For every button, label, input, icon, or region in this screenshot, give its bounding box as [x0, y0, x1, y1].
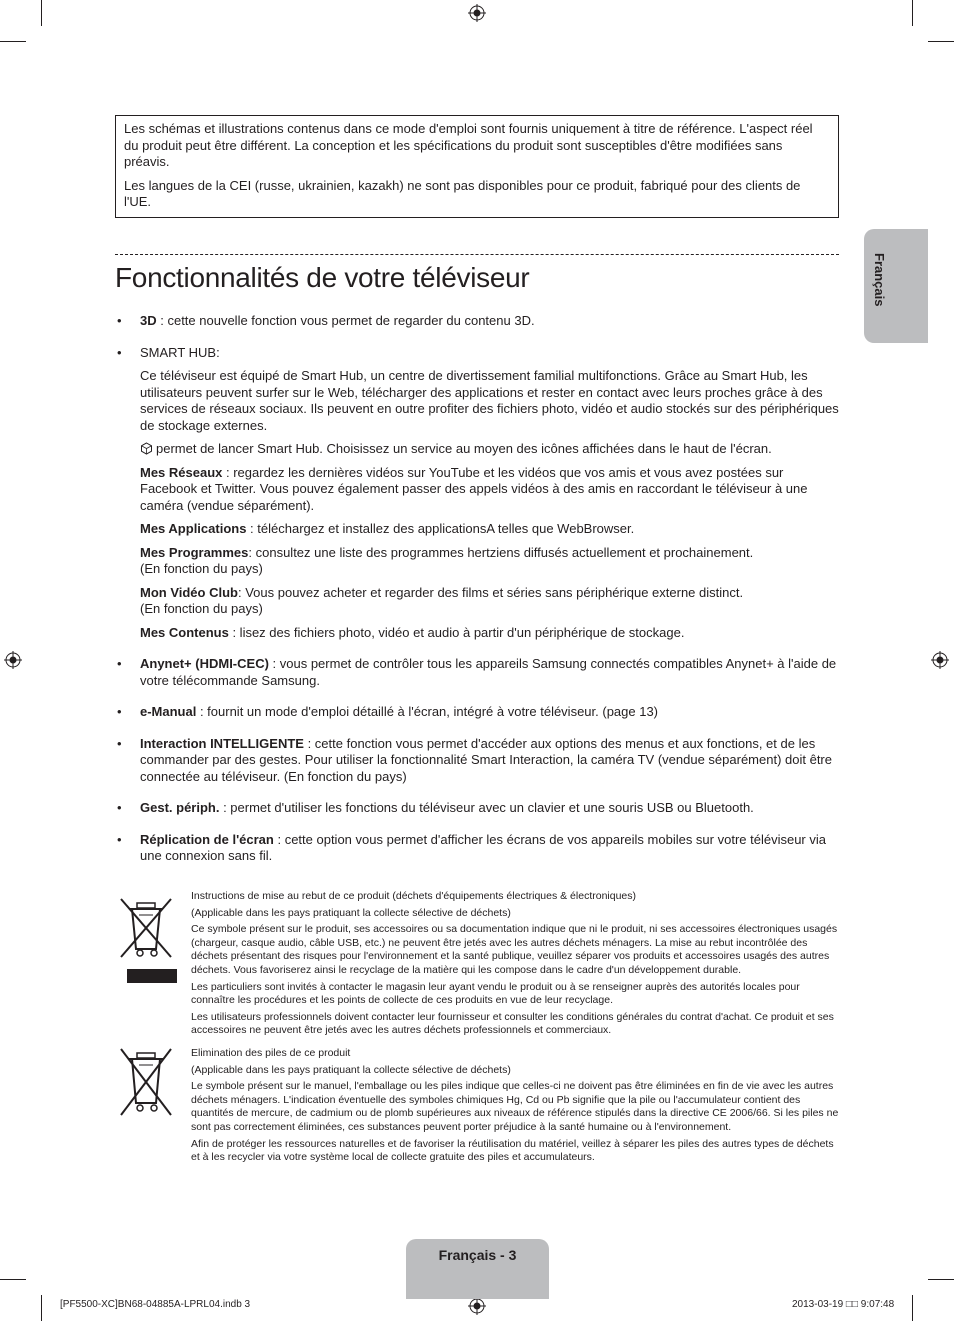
- crop-mark: [41, 0, 42, 26]
- print-file-slug: [PF5500-XC]BN68-04885A-LPRL04.indb 3: [60, 1299, 251, 1310]
- crossed-out-battery-bin-icon: [115, 1047, 177, 1119]
- feature-description: : lisez des fichiers photo, vidéo et audio à partir d'un périphérique de stockage.: [228, 624, 685, 640]
- feature-description: : téléchargez et installez des applicationsA telles que WebBrowser.: [246, 521, 635, 536]
- feature-term: Mes Contenus: [140, 624, 229, 640]
- feature-term: Interaction INTELLIGENTE: [140, 735, 304, 751]
- feature-description: : cette option vous permet d'afficher les écrans de vos appareils mobiles sur votre téléviseur via une connexion sans fil.: [140, 831, 826, 863]
- list-item: • SMART HUB: Ce téléviseur est équipé de Smart Hub, un centre de divertissement familial multifonctions. Grâce au Smart Hub, les utilisateurs peuvent surfer sur le Web, télécharger des applications et rester en contact avec leurs proches grâce à des services de réseaux sociaux. Ils peuvent en outre profiter des fichiers photo, vidéo et audio stockés sur des périphériques de stockage externes. permet de lancer Smart Hub. Choisissez un service au moyen des icônes affichées dans le haut de l'écran. Mes Réseaux : regardez les dernières vidéos sur YouTube et les vidéos que vos amis et vous avez postées sur Facebook et Twitter. Vous pouvez également passer des appels vidéos à des amis en raccordant le téléviseur à une caméra (vendue séparément). Mes Applications : téléchargez et installez des applicationsA telles que WebBrowser. Mes Programmes: consultez une liste des programmes hertziens diffusés actuellement et prochainement. (En fonction du pays) Mon Vidéo Club: Vous pouvez acheter et regarder des films et séries sans périphérique externe distinct. (En fonction du pays) Mes Contenus : lisez des fichiers photo, vidéo et audio à partir d'un périphérique de stockage.: [117, 344, 839, 640]
- country-note: (En fonction du pays): [140, 601, 263, 616]
- section-divider: [115, 254, 839, 255]
- list-item: • Anynet+ (HDMI-CEC) : vous permet de contrôler tous les appareils Samsung connectés compatibles Anynet+ à l'aide de votre télécommande Samsung.: [117, 656, 837, 688]
- feature-term: Réplication de l'écran: [140, 831, 274, 847]
- list-item: • 3D : cette nouvelle fonction vous permet de regarder du contenu 3D.: [117, 313, 535, 328]
- feature-description: : cette fonction vous permet d'accéder aux options des menus et aux fonctions, et de les commander par des gestes. Pour utiliser la fonctionnalité Smart Interaction, la caméra TV (vendue séparément) doit être connectée au téléviseur. (En fonction du pays): [140, 735, 832, 784]
- disposal-subtitle: (Applicable dans les pays pratiquant la collecte sélective de déchets): [191, 906, 511, 919]
- feature-term: Mes Réseaux: [140, 464, 223, 480]
- feature-term: Gest. périph.: [140, 800, 220, 815]
- list-item: • Réplication de l'écran : cette option vous permet d'afficher les écrans de vos appareils mobiles sur votre téléviseur via une connexion sans fil.: [117, 831, 826, 863]
- smarthub-launch-text: permet de lancer Smart Hub. Choisissez un service au moyen des icônes affichées dans le haut de l'écran.: [156, 441, 772, 456]
- features-list: [115, 313, 839, 880]
- crop-mark: [0, 41, 26, 42]
- feature-description: : Vous pouvez acheter et regarder des films et séries sans périphérique externe distinct.: [237, 584, 744, 600]
- smart-hub-button-icon: [140, 442, 153, 455]
- crossed-out-wheelie-bin-icon: [115, 895, 177, 990]
- section-title: Fonctionnalités de votre téléviseur: [115, 262, 530, 293]
- crop-mark: [928, 1279, 954, 1280]
- feature-term: Mes Programmes: [140, 544, 249, 560]
- registration-mark-icon: [468, 1297, 486, 1315]
- disposal-title: Instructions de mise au rebut de ce produit (déchets d'équipements électriques & électroniques): [191, 890, 637, 902]
- disposal-paragraph: Le symbole présent sur le manuel, l'emballage ou les piles indique que celles-ci ne doivent pas être éliminées en fin de vie avec les autres déchets ménagers. L'indication éventuelle des symboles chimiques Hg, Cd ou Pb signifie que la pile ou l'accumulateur contient des quantités de mercure, de cadmium ou de plomb supérieures aux niveaux de référence stipulés dans la directive CE 2006/66. Si les piles ne sont pas correctement éliminées, ces substances peuvent porter préjudice à la santé humaine ou à l'environnement.: [191, 1080, 839, 1133]
- disposal-subtitle: (Applicable dans les pays pratiquant la collecte sélective de déchets): [191, 1063, 511, 1076]
- feature-term: Anynet+ (HDMI-CEC): [140, 656, 269, 671]
- registration-mark-icon: [931, 651, 949, 669]
- language-tab-label: Français: [872, 253, 887, 307]
- list-item: • Gest. périph. : permet d'utiliser les fonctions du téléviseur avec un clavier et une souris USB ou Bluetooth.: [117, 800, 754, 815]
- registration-mark-icon: [468, 4, 486, 22]
- crop-mark: [41, 1295, 42, 1321]
- print-timestamp: 2013-03-19 □□ 9:07:48: [792, 1299, 895, 1310]
- list-item: • e-Manual : fournit un mode d'emploi détaillé à l'écran, intégré à votre téléviseur. (page 13): [117, 704, 659, 719]
- page-number-tab: [406, 1239, 549, 1299]
- crop-mark: [912, 0, 913, 26]
- disposal-paragraph: Les particuliers sont invités à contacter le magasin leur ayant vendu le produit ou à se renseigner auprès des autorités locales pour connaître les procédures et les points de collecte de ces produits en vue de leur recyclage.: [191, 980, 800, 1007]
- notice-paragraph: Les langues de la CEI (russe, ukrainien, kazakh) ne sont pas disponibles pour ce produit, fabriqué pour des clients de l'UE.: [124, 177, 801, 209]
- registration-mark-icon: [4, 651, 22, 669]
- disposal-paragraph: Afin de protéger les ressources naturelles et de favoriser la réutilisation du matériel, veillez à séparer les piles des autres types de déchets et à les recycler via votre système local de collecte gratuite des piles et accumulateurs.: [191, 1137, 834, 1164]
- smarthub-intro: Ce téléviseur est équipé de Smart Hub, un centre de divertissement familial multifonctions. Grâce au Smart Hub, les utilisateurs peuvent surfer sur le Web, télécharger des applications et rester en contact avec leurs proches grâce à des services de réseaux sociaux. Ils peuvent en outre profiter des fichiers photo, vidéo et audio stockés sur des périphériques de stockage externes.: [140, 368, 839, 433]
- feature-description: : consultez une liste des programmes hertziens diffusés actuellement et prochainement.: [248, 544, 754, 560]
- feature-description: : vous permet de contrôler tous les appareils Samsung connectés compatibles Anynet+ à l'aide de votre télécommande Samsung.: [140, 656, 837, 688]
- feature-description: :: [216, 344, 220, 360]
- crop-mark: [928, 41, 954, 42]
- feature-term: 3D: [140, 313, 157, 328]
- disposal-paragraph: Ce symbole présent sur le produit, ses accessoires ou sa documentation indique que ni le produit, ni ses accessoires électroniques usagés (chargeur, casque audio, câble USB, etc.) ne peuvent être jetés avec les autres déchets ménagers. La mise au rebut incontrôlée des déchets présentant des risques pour l'environnement et la santé publique, veuillez séparer vos produits et accessoires usagés des autres déchets. Vous favoriserez ainsi le recyclage de la matière qui les compose dans le cadre d'un développement durable.: [191, 923, 838, 976]
- feature-term: SMART HUB: [140, 344, 217, 360]
- feature-term: Mes Applications: [140, 521, 247, 536]
- crop-mark: [0, 1279, 26, 1280]
- page-number-label: Français - 3: [438, 1247, 517, 1263]
- disposal-title: Elimination des piles de ce produit: [191, 1047, 351, 1059]
- notice-box: [115, 115, 839, 218]
- feature-description: : cette nouvelle fonction vous permet de regarder du contenu 3D.: [156, 313, 535, 328]
- feature-term: e-Manual: [140, 704, 197, 719]
- notice-paragraph: Les schémas et illustrations contenus dans ce mode d'emploi sont fournis uniquement à titre de référence. L'aspect réel du produit peut être différent. La conception et les spécifications du produit sont susceptibles d'être modifiées sans préavis.: [124, 121, 813, 169]
- list-item: • Interaction INTELLIGENTE : cette fonction vous permet d'accéder aux options des menus et aux fonctions, et de les commander par des gestes. Pour utiliser la fonctionnalité Smart Interaction, la caméra TV (vendue séparément) doit être connectée au téléviseur. (En fonction du pays): [117, 735, 832, 784]
- crop-mark: [912, 1295, 913, 1321]
- disposal-paragraph: Les utilisateurs professionnels doivent contacter leur fournisseur et consulter les conditions générales du contrat d'achat. Ce produit et ses accessoires ne peuvent être jetés avec les autres déchets professionnels et commerciaux.: [191, 1010, 834, 1037]
- feature-description: : fournit un mode d'emploi détaillé à l'écran, intégré à votre téléviseur. (page 13): [196, 704, 659, 719]
- feature-term: Mon Vidéo Club: [140, 584, 238, 600]
- country-note: (En fonction du pays): [140, 561, 263, 576]
- language-side-tab: [864, 229, 928, 343]
- feature-description: : regardez les dernières vidéos sur YouTube et les vidéos que vos amis et vous avez postées sur Facebook et Twitter. Vous pouvez également passer des appels vidéos à des amis en raccordant le téléviseur à une caméra (vendue séparément).: [140, 464, 808, 513]
- feature-description: : permet d'utiliser les fonctions du téléviseur avec un clavier et une souris USB ou Bluetooth.: [219, 800, 754, 815]
